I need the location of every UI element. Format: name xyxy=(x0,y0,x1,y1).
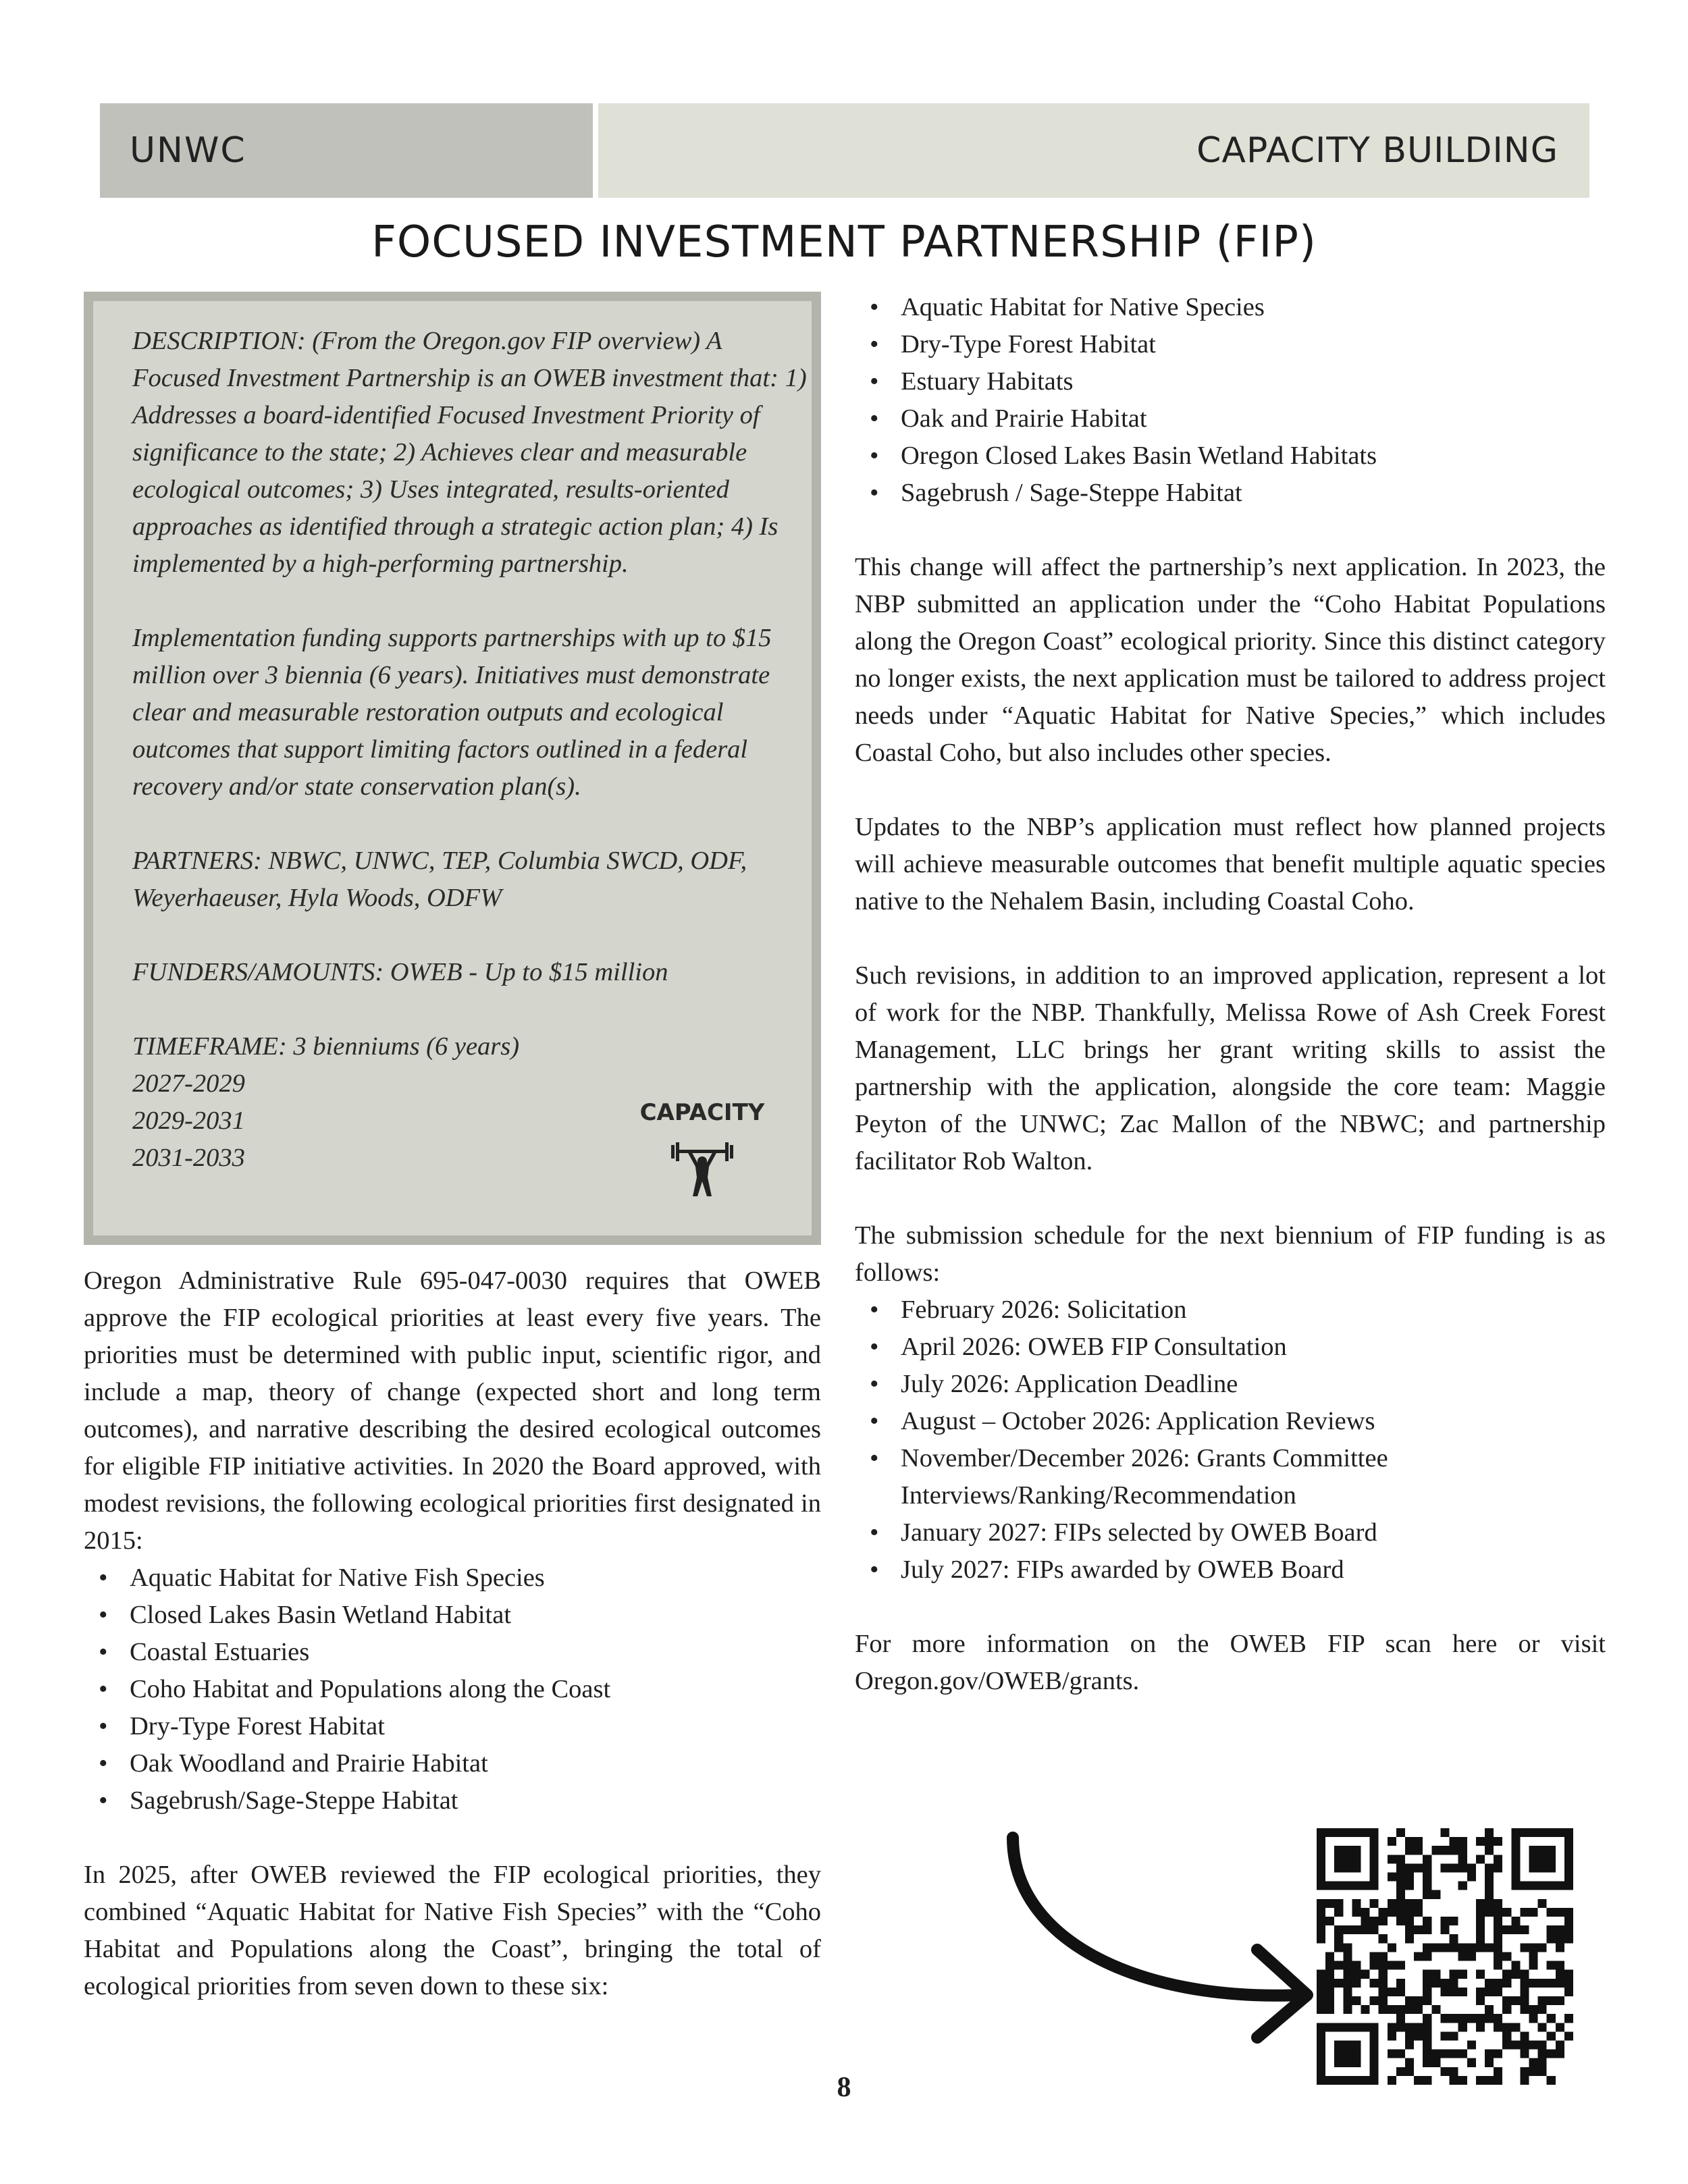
curved-arrow-icon xyxy=(993,1823,1330,2046)
header-org-label: UNWC xyxy=(130,130,246,171)
capacity-label: CAPACITY xyxy=(639,1099,765,1126)
schedule-intro: The submission schedule for the next biennium of FIP funding is as follows: xyxy=(855,1221,1606,1287)
list-item: • July 2026: Application Deadline xyxy=(855,1366,1606,1403)
updates-paragraph: Updates to the NBP’s application must reflect how planned projects will achieve measurable outcomes that benefit multiple aquatic species native to the Nehalem Basin, including Coastal Coho. xyxy=(855,813,1606,915)
timeframe-period: 2027-2029 xyxy=(132,1069,245,1098)
list-item: • Coho Habitat and Populations along the Coast xyxy=(84,1671,821,1708)
list-item: • Aquatic Habitat for Native Fish Species xyxy=(84,1560,821,1597)
list-item: • July 2027: FIPs awarded by OWEB Board xyxy=(855,1551,1606,1589)
header-section-label: CAPACITY BUILDING xyxy=(1196,130,1558,171)
list-item: • Oak and Prairie Habitat xyxy=(855,400,1606,437)
list-item: • Oregon Closed Lakes Basin Wetland Habitats xyxy=(855,437,1606,475)
header-section xyxy=(598,103,1589,198)
revisions-paragraph: Such revisions, in addition to an improved application, represent a lot of work for the NBP. Thankfully, Melissa Rowe of Ash Creek Forest Management, LLC brings her grant writing skills to assist the partnership with the application, alongside the core team: Maggie Peyton of the UNWC; Zac Mallon of the NBWC; and partnership facilitator Rob Walton. xyxy=(855,961,1606,1175)
more-info-paragraph: For more information on the OWEB FIP scan here or visit Oregon.gov/OWEB/grants. xyxy=(855,1630,1606,1695)
list-item: • Estuary Habitats xyxy=(855,363,1606,400)
list-item: • August – October 2026: Application Reviews xyxy=(855,1403,1606,1440)
schedule-list xyxy=(855,1291,1606,1589)
timeframe-period: 2029-2031 xyxy=(132,1107,245,1135)
page-title: FOCUSED INVESTMENT PARTNERSHIP (FIP) xyxy=(371,217,1317,267)
list-item: • Dry-Type Forest Habitat xyxy=(855,326,1606,363)
intro-paragraph: Oregon Administrative Rule 695-047-0030 requires that OWEB approve the FIP ecological priorities at least every five years. The priorities must be determined with public input, scientific rigor, and include a map, theory of change (expected short and long term outcomes), and narrative describing the desired ecological outcomes for eligible FIP initiative activities. In 2020 the Board approved, with modest revisions, the following ecological priorities first designated in 2015: xyxy=(84,1267,821,1555)
list-item: • Closed Lakes Basin Wetland Habitat xyxy=(84,1597,821,1634)
description-paragraph: DESCRIPTION: (From the Oregon.gov FIP overview) A Focused Investment Partnership is an OWEB investment that: 1) Addresses a board-identified Focused Investment Priority of significance to the state; 2) Achieves clear and measurable ecological outcomes; 3) Uses integrated, results-oriented approaches as identified through a strategic action plan; 4) Is implemented by a high-performing partnership. xyxy=(132,327,807,578)
partners-text: PARTNERS: NBWC, UNWC, TEP, Columbia SWCD, ODF, Weyerhaeuser, Hyla Woods, ODFW xyxy=(132,847,747,912)
list-item: • Sagebrush/Sage-Steppe Habitat xyxy=(84,1782,821,1819)
page-number: 8 xyxy=(837,2072,851,2103)
right-column xyxy=(855,289,1606,1700)
list-item: • Coastal Estuaries xyxy=(84,1634,821,1671)
funding-paragraph: Implementation funding supports partnerships with up to $15 million over 3 biennia (6 years). Initiatives must demonstrate clear and measurable restoration outputs and ecological outcomes that support limiting factors outlined in a federal recovery and/or state conservation plan(s). xyxy=(132,624,772,801)
weightlifter-icon xyxy=(668,1138,736,1199)
left-column xyxy=(84,1262,821,2005)
change-paragraph: This change will affect the partnership’s next application. In 2023, the NBP submitted an application under the “Coho Habitat Populations along the Oregon Coast” ecological priority. Since this distinct category no longer exists, the next application must be tailored to address project needs under “Aquatic Habitat for Native Species,” which includes Coastal Coho, but also includes other species. xyxy=(855,553,1606,767)
list-item: • Oak Woodland and Prairie Habitat xyxy=(84,1745,821,1782)
list-item: • January 2027: FIPs selected by OWEB Board xyxy=(855,1514,1606,1551)
list-item: • February 2026: Solicitation xyxy=(855,1291,1606,1329)
list-item: • April 2026: OWEB FIP Consultation xyxy=(855,1329,1606,1366)
header-org xyxy=(100,103,593,198)
list-item: • Aquatic Habitat for Native Species xyxy=(855,289,1606,326)
list-item: • November/December 2026: Grants Committee Interviews/Ranking/Recommendation xyxy=(855,1440,1606,1514)
qr-code-icon[interactable] xyxy=(1317,1828,1573,2085)
list-item: • Sagebrush / Sage-Steppe Habitat xyxy=(855,475,1606,512)
combined-paragraph: In 2025, after OWEB reviewed the FIP ecological priorities, they combined “Aquatic Habitat for Native Fish Species” with the “Coho Habitat and Populations along the Coast”, bringing the total of ecological priorities from seven down to these six: xyxy=(84,1861,821,2000)
priorities-2015-list xyxy=(84,1560,821,1819)
timeframe-text: TIMEFRAME: 3 bienniums (6 years) xyxy=(132,1032,520,1061)
list-item: • Dry-Type Forest Habitat xyxy=(84,1708,821,1745)
priorities-2025-list xyxy=(855,289,1606,512)
funders-text: FUNDERS/AMOUNTS: OWEB - Up to $15 million xyxy=(132,958,668,986)
timeframe-period: 2031-2033 xyxy=(132,1144,245,1172)
description-text xyxy=(132,323,808,1177)
